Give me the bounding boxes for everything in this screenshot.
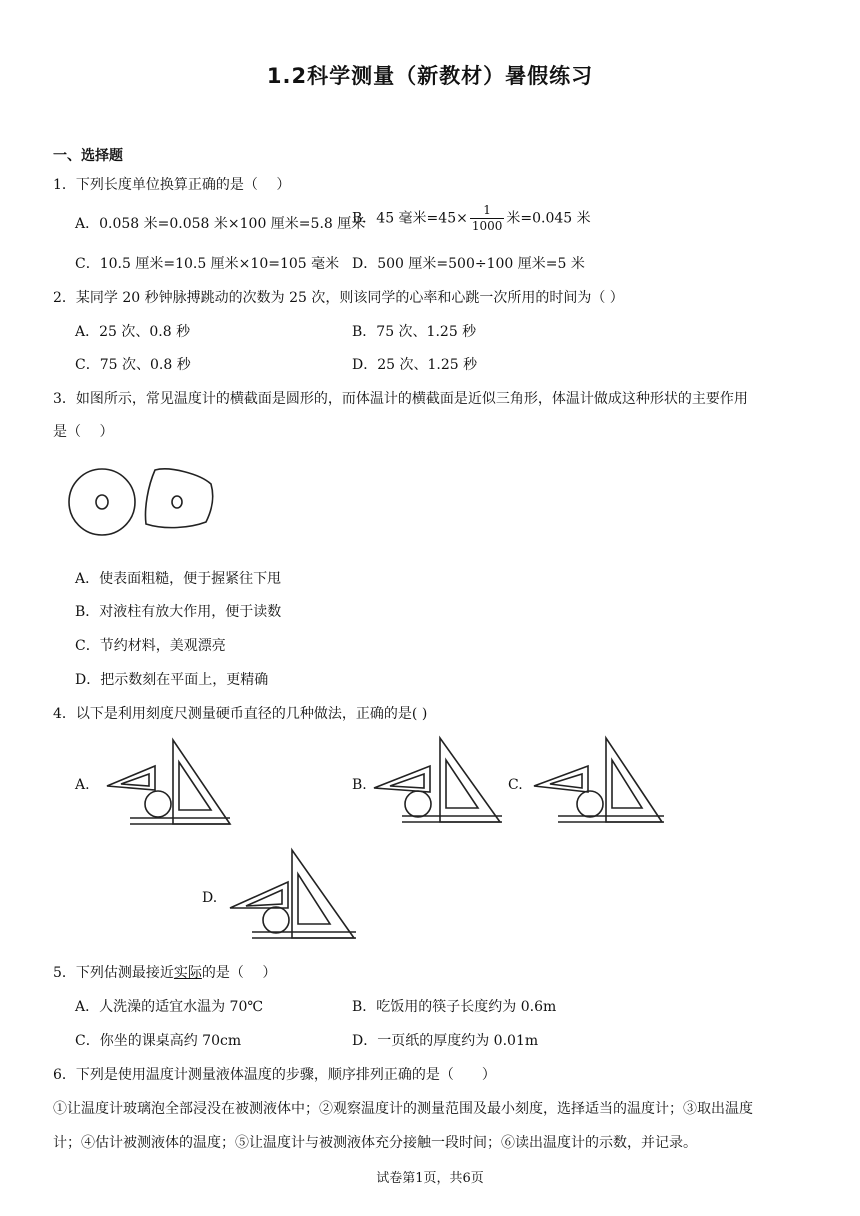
set-square-small-inner <box>121 774 149 786</box>
q4-option-d-figure <box>226 848 361 944</box>
q4-option-b-label: B. <box>352 777 367 793</box>
q1-fraction <box>470 203 505 234</box>
q4-option-a-figure <box>95 738 235 830</box>
question-2-stem: 2．某同学 20 秒钟脉搏跳动的次数为 25 次，则该同学的心率和心跳一次所用的时间为（ ） <box>53 290 624 306</box>
q1-option-a: A．0.058 米=0.058 米×100 厘米=5.8 厘米 <box>75 216 366 232</box>
set-square-inner <box>179 762 211 810</box>
q4-option-c-figure <box>528 736 668 830</box>
q4-option-c-label: C. <box>508 777 523 793</box>
set-square-large-icon <box>606 738 662 822</box>
q4-option-d-label: D. <box>202 890 218 906</box>
q5-stem-prefix: 5．下列估测最接近 <box>53 965 174 981</box>
page-title: 1.2科学测量（新教材）暑假练习 <box>266 64 594 88</box>
q3-option-a: A．使表面粗糙，便于握紧往下甩 <box>75 571 282 587</box>
q1-option-b-suffix: 米=0.045 米 <box>506 210 591 227</box>
q4-option-a-label: A. <box>75 777 90 793</box>
q1-option-d: D．500 厘米=500÷100 厘米=5 米 <box>352 256 585 272</box>
q1-option-b <box>352 203 591 234</box>
fraction-denominator: 1000 <box>471 219 503 233</box>
q2-option-c: C．75 次、0.8 秒 <box>75 357 191 373</box>
set-square-large-icon <box>440 738 500 822</box>
question-6-steps-line2: 计；④估计被测液体的温度；⑤让温度计与被测液体充分接触一段时间；⑥读出温度计的示数，并记录。 <box>53 1135 697 1151</box>
question-5-stem <box>53 962 276 982</box>
round-bore-icon <box>96 495 108 509</box>
q3-option-d: D．把示数刻在平面上，更精确 <box>75 672 269 688</box>
coin-icon <box>577 791 603 817</box>
q5-option-c: C．你坐的课桌高约 70cm <box>75 1033 242 1049</box>
set-square-small-inner <box>550 774 582 788</box>
fraction-numerator: 1 <box>470 203 505 219</box>
q1-option-c: C．10.5 厘米=10.5 厘米×10=105 毫米 <box>75 256 340 272</box>
question-3-stem-line2: 是（ ） <box>53 424 114 440</box>
coin-icon <box>405 791 431 817</box>
q3-option-b: B．对液柱有放大作用，便于读数 <box>75 604 282 620</box>
q2-option-b: B．75 次、1.25 秒 <box>352 324 477 340</box>
q5-stem-suffix: 的是（ ） <box>201 965 277 981</box>
section-heading: 一、选择题 <box>53 148 123 164</box>
q5-option-d: D．一页纸的厚度约为 0.01m <box>352 1033 539 1049</box>
round-cross-section-icon <box>69 469 135 535</box>
question-6-stem: 6．下列是使用温度计测量液体温度的步骤，顺序排列正确的是（ ） <box>53 1067 496 1083</box>
q5-option-b: B．吃饭用的筷子长度约为 0.6m <box>352 999 557 1015</box>
set-square-small-inner <box>390 774 424 788</box>
q4-option-b-figure <box>372 736 507 830</box>
q3-option-c: C．节约材料，美观漂亮 <box>75 638 226 654</box>
triangular-bore-icon <box>172 496 182 508</box>
thermometer-cross-sections-figure <box>60 462 220 542</box>
q2-option-d: D．25 次、1.25 秒 <box>352 357 478 373</box>
triangular-cross-section-icon <box>145 469 212 528</box>
q1-option-b-prefix: B．45 毫米=45× <box>352 210 468 227</box>
page-footer: 试卷第1页，共6页 <box>376 1171 484 1186</box>
q5-stem-underlined: 实际 <box>173 965 202 981</box>
coin-icon <box>145 791 171 817</box>
question-1-stem: 1．下列长度单位换算正确的是（ ） <box>53 177 291 193</box>
q2-option-a: A．25 次、0.8 秒 <box>75 324 191 340</box>
question-4-stem: 4．以下是利用刻度尺测量硬币直径的几种做法，正确的是( ) <box>53 706 428 722</box>
question-3-stem-line1: 3．如图所示，常见温度计的横截面是圆形的，而体温计的横截面是近似三角形，体温计做成这种形状的主要作用 <box>53 391 748 407</box>
set-square-large-icon <box>173 740 230 824</box>
coin-icon <box>263 907 289 933</box>
q5-option-a: A．人洗澡的适宜水温为 70℃ <box>75 999 264 1015</box>
question-6-steps-line1: ①让温度计玻璃泡全部浸没在被测液体中；②观察温度计的测量范围及最小刻度，选择适当的温度计；③取出温度 <box>53 1101 753 1117</box>
